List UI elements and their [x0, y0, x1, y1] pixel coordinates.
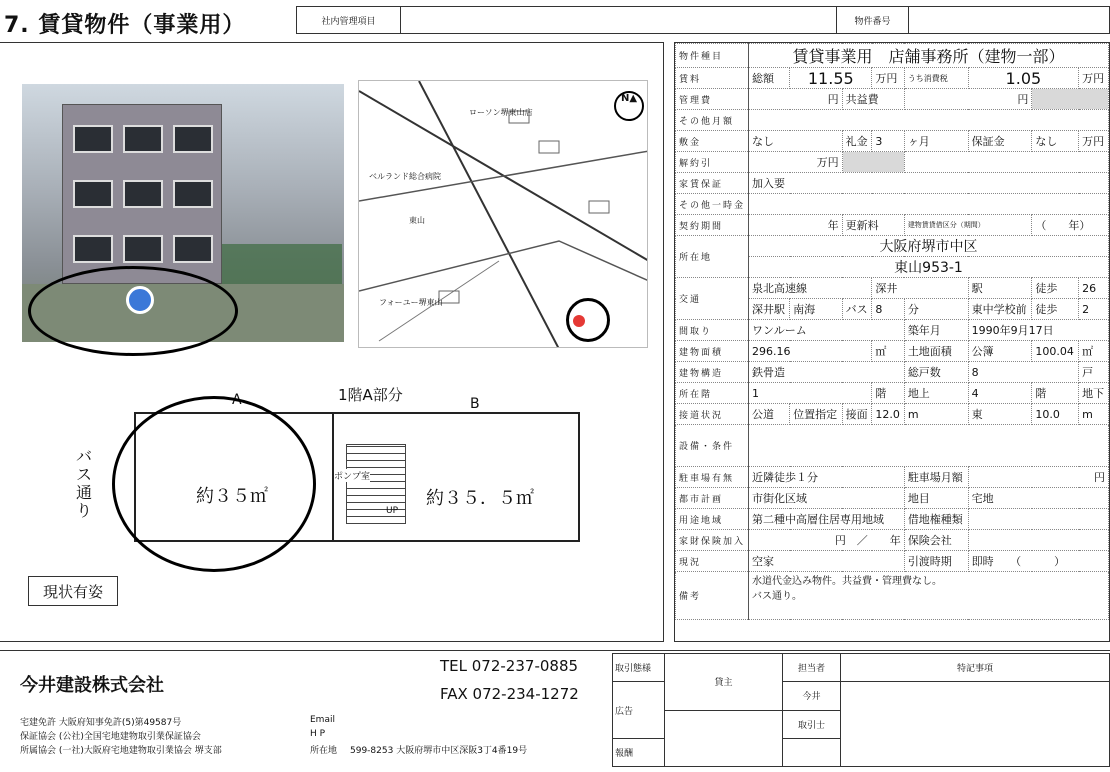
road-label: バス通り	[76, 447, 93, 520]
footer: 今井建設株式会社 TEL 072-237-0885 FAX 072-234-1272 宅建免許 大阪府知事免許(5)第49587号 保証協会 (公社)全国宅地建物取引業保証協会 所属協会 (一社)大阪府宅地建物取引業協会 堺支部 Email H P 所在地 599-8253 大阪府堺市中区深阪3丁4番19号 取引態様 貸主 担当者 特記事項 広告 今井 取引士 報酬	[0, 650, 1110, 768]
fax: FAX 072-234-1272	[440, 685, 579, 703]
tax-value: 1.05	[968, 68, 1079, 89]
map-label: ベルランド総合病院	[369, 172, 441, 181]
map-label: 東山	[409, 216, 425, 225]
property-table: 物件種目 賃貸事業用 店舗事務所（建物一部） 賃料 総額 11.55 万円 うち消費税 1.05 万円 管理費 円 共益費 円 その他月額 敷金 なし 礼金 3 ヶ月 保証金 なし 万円 解約引 万円 家賃保証 加入要 その他一時金 契約期間 年 更新料 建物賃貸借区分（期間） （ 年） 所在地 大阪府堺市中区 東山953-1 交通 泉北高速線 深井 駅 徒歩 26 深井駅 南海 バス 8 分 東中学校前 徒歩 2 間取り ワンルーム 築年月 1990年9月17日 建物面積 296.16 ㎡ 土地面積 公簿 100.04 ㎡ 建物構造 鉄骨造 総戸数 8 戸 所在階 1 階 地上 4 階 地下 接道状況 公道 位置指定 接面 12.0 m 東 10.0 m 設備・条件 駐車場有無 近隣徒歩１分 駐車場月額 円 都市計画 市街化区域 地目 宅地 用途地域 第二種中高層住居専用地域 借地権種類 家財保険加入 円 ／ 年 保険会社 現況 空家 引渡時期 即時 （ ） 備考 水道代金込み物件。共益費・管理費なし。 バス通り。	[674, 42, 1110, 642]
plan-b-label: B	[470, 396, 480, 412]
notes-text: 水道代金込み物件。共益費・管理費なし。 バス通り。	[749, 572, 1109, 620]
map-label: ローソン堺東山店	[469, 108, 533, 117]
address-2: 東山953-1	[749, 257, 1109, 278]
pump-room: ポンプ室	[334, 469, 370, 482]
property-type: 賃貸事業用 店舗事務所（建物一部）	[749, 44, 1109, 68]
rent-value: 11.55	[790, 68, 872, 89]
page-title: 7. 賃貸物件（事業用）	[4, 13, 246, 38]
company-name: 今井建設株式会社	[20, 675, 164, 696]
id-label: 物件番号	[837, 7, 909, 33]
photo-caption: 現状有姿	[28, 576, 118, 606]
tel: TEL 072-237-0885	[440, 657, 579, 675]
plan-a-label: A	[232, 392, 242, 408]
mgmt-field[interactable]	[401, 7, 837, 33]
deposit-value: なし	[749, 131, 843, 152]
header-box	[296, 6, 1110, 34]
transaction-table: 取引態様 貸主 担当者 特記事項 広告 今井 取引士 報酬	[612, 653, 1110, 767]
address-1: 大阪府堺市中区	[749, 236, 1109, 257]
plan-title: 1階A部分	[338, 386, 403, 404]
up-label: UP	[386, 506, 399, 516]
unit-a-circle	[112, 396, 316, 572]
north-arrow-icon: N▲	[614, 91, 644, 121]
map-label: フォーユー堺東山	[379, 298, 443, 307]
building-shape	[62, 104, 222, 284]
area-a: 約３５㎡	[196, 486, 268, 507]
area-b: 約３５．５㎡	[426, 488, 534, 509]
id-field[interactable]	[909, 7, 1109, 33]
key-money: 3	[872, 131, 904, 152]
mgmt-label: 社内管理項目	[297, 7, 401, 33]
property-circle	[566, 298, 610, 342]
camera-marker-icon	[126, 286, 154, 314]
